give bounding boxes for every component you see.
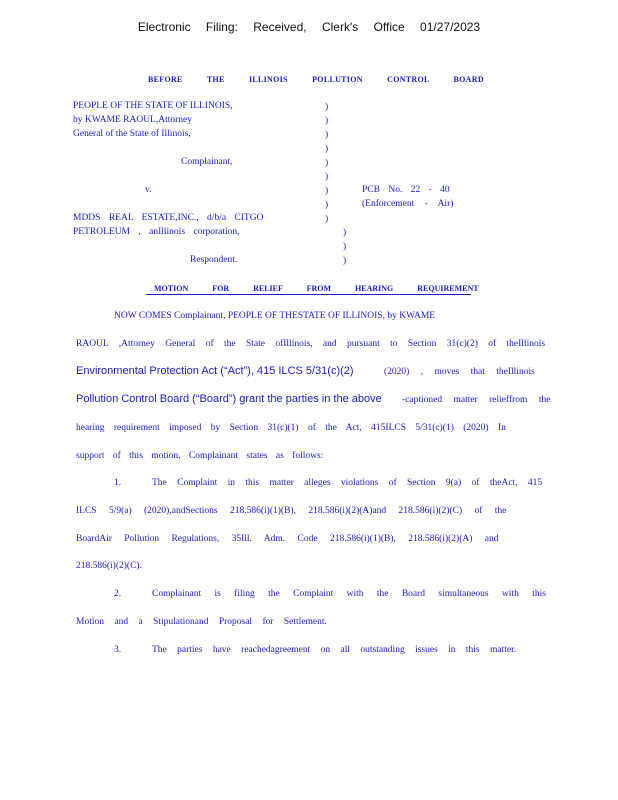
item-1-line-2: ILCS 5/9(a) (2020),andSections 218.586(i)(1)(B), 218.586(i)(2)(A)and 218.586(i)(2)(C) of the: [76, 506, 507, 516]
caption-paren: ): [325, 172, 329, 182]
item-2-line-1: Complainant is filing the Complaint with the Board simultaneous with this: [152, 589, 546, 599]
case-number: PCB No. 22 - 40: [362, 185, 450, 195]
caption-paren: ): [325, 102, 329, 112]
item-3-line-1: The parties have reachedagreement on all outstanding issues in this matter.: [152, 645, 517, 655]
plaintiff-line-3: General of the State of Illinois,: [73, 129, 191, 139]
plaintiff-line-1: PEOPLE OF THE STATE OF ILLINOIS,: [73, 101, 233, 111]
caption-paren: ): [325, 144, 329, 154]
paragraph-1-line-3b: (2020) , moves that theIllinois: [384, 367, 535, 377]
item-1-line-4: 218.586(i)(2)(C).: [76, 561, 142, 571]
respondent-line-1: MDDS REAL ESTATE,INC., d/b/a CITGO: [73, 213, 264, 223]
caption-paren: ): [325, 116, 329, 126]
caption-paren: ): [343, 228, 347, 238]
case-type: (Enforcement - Air): [362, 199, 454, 209]
caption-paren: ): [325, 186, 329, 196]
board-title: BEFORE THE ILLINOIS POLLUTION CONTROL BOARD: [148, 75, 484, 84]
respondent-label: Respondent.: [190, 255, 238, 265]
caption-paren: ): [343, 256, 347, 266]
versus-label: v.: [145, 185, 152, 195]
item-1-number: 1.: [114, 478, 122, 488]
plaintiff-line-2: by KWAME RAOUL,Attorney: [73, 115, 193, 125]
motion-title-underline: [146, 294, 471, 295]
caption-paren: ): [325, 130, 329, 140]
item-2-line-2: Motion and a Stipulationand Proposal for Settlement.: [76, 617, 327, 627]
paragraph-1-line-6: support of this motion, Complainant states as follows:: [76, 451, 324, 461]
paragraph-1-line-4b: -captioned matter relieffrom the: [402, 395, 551, 405]
item-1-line-3: BoardAir Pollution Regulations, 35Ill. Adm. Code 218.586(i)(1)(B), 218.586(i)(2)(A) and: [76, 534, 499, 544]
respondent-line-2: PETROLEUM , anIllinois corporation,: [73, 227, 240, 237]
item-1-line-1: The Complaint in this matter alleges violations of Section 9(a) of theAct, 415: [152, 478, 543, 488]
paragraph-1-line-3a: Environmental Protection Act (“Act”), 415 ILCS 5/31(c)(2): [76, 365, 354, 377]
caption-paren: ): [325, 214, 329, 224]
complainant-label: Complainant,: [181, 157, 233, 167]
caption-paren: ): [325, 200, 329, 210]
paragraph-1-line-5: hearing requirement imposed by Section 31(c)(1) of the Act, 415ILCS 5/31(c)(1) (2020) In: [76, 423, 506, 433]
motion-title: MOTION FOR RELIEF FROM HEARING REQUIREMENT: [154, 284, 479, 293]
paragraph-1-line-2: RAOUL ,Attorney General of the State ofIllinois, and pursuant to Section 31(c)(2) of theIllinois: [76, 339, 546, 349]
filing-stamp: Electronic Filing: Received, Clerk's Office 01/27/2023: [137, 20, 481, 34]
caption-paren: ): [325, 158, 329, 168]
caption-paren: ): [343, 242, 347, 252]
paragraph-1-line-4a: Pollution Control Board (“Board”) grant the parties in the above: [76, 393, 382, 405]
item-2-number: 2.: [114, 589, 122, 599]
item-3-number: 3.: [114, 645, 122, 655]
paragraph-1-line-1: NOW COMES Complainant, PEOPLE OF THESTATE OF ILLINOIS, by KWAME: [114, 311, 436, 321]
